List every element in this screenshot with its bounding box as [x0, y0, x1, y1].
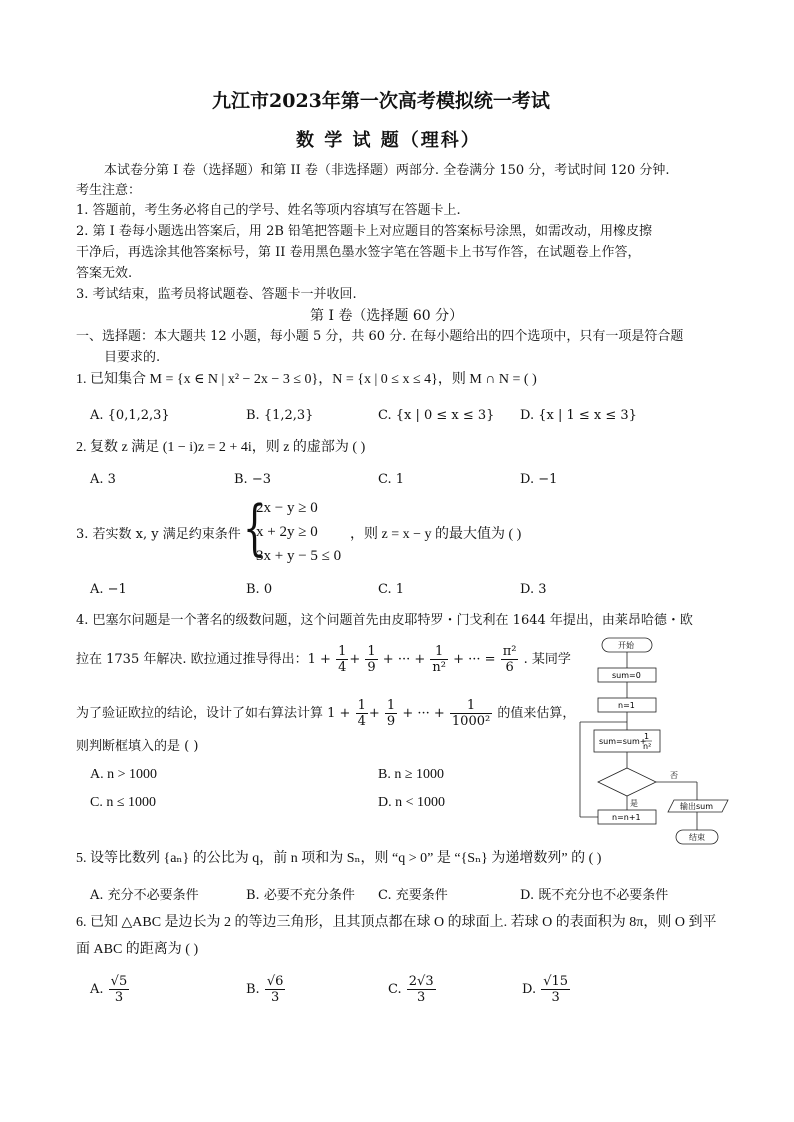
q5-stem: 5. 设等比数列 {aₙ} 的公比为 q，前 n 项和为 Sₙ，则 “q > 0” 是 “{Sₙ} 为递增数列” 的 ( )	[76, 851, 602, 866]
q3-constraint-3: 3x + y − 5 ≤ 0	[256, 548, 342, 564]
q3-option-a: A. −1	[90, 582, 127, 597]
q4-line-3-text-b: + ··· +	[402, 706, 445, 721]
notice-2a: 2. 第 I 卷每小题选出答案后，用 2B 铅笔把答题卡上对应题目的答案标号涂黑，如需改动，用橡皮擦	[76, 224, 653, 239]
q3-option-c: C. 1	[378, 582, 405, 597]
option-letter: B.	[246, 982, 260, 997]
q3-option-b: B. 0	[246, 582, 273, 597]
fraction-num: 1	[338, 644, 347, 659]
q5-option-d: D. 既不充分也不必要条件	[520, 888, 669, 903]
fraction	[450, 698, 492, 729]
q4-option-a: A. n > 1000	[90, 767, 158, 782]
q6-line-1: 6. 已知 △ABC 是边长为 2 的等边三角形，且其顶点都在球 O 的球面上. 若球 O 的表面积为 8π，则 O 到平	[76, 915, 717, 930]
fraction-num: √5	[110, 974, 128, 989]
fraction-num: √6	[266, 974, 284, 989]
q6-line-2: 面 ABC 的距离为 ( )	[76, 942, 199, 957]
q3-lead: 3. 若实数 x, y 满足约束条件	[76, 527, 241, 542]
q6-option-b	[246, 974, 286, 1005]
q4-line-2: 拉在 1735 年解决. 欧拉通过推导得出：1 + $\frac{1}{4}$ + $\frac{1}{9}$ + ··· + $\frac{1}{\text{n²}}$ + ··· = $\frac{\text{π²}}{6}$ . 某同学	[76, 644, 571, 675]
exam-subtitle: 数 学 试 题（理科）	[296, 130, 481, 151]
q3-constraint-2: x + 2y ≥ 0	[256, 524, 318, 540]
fraction-num: √15	[543, 974, 569, 989]
flow-update-den: n²	[643, 742, 652, 751]
q1-option-d: D. {x | 1 ≤ x ≤ 3}	[520, 408, 637, 423]
fraction	[365, 644, 377, 675]
q2-stem: 2. 复数 z 满足 (1 − i)z = 2 + 4i，则 z 的虚部为 ( )	[76, 440, 366, 455]
q3-option-d: D. 3	[520, 582, 547, 597]
fraction-den: 3	[114, 990, 124, 1005]
flow-condition	[598, 768, 656, 796]
q4-option-b: B. n ≥ 1000	[378, 767, 445, 782]
fraction-num: 1	[386, 698, 396, 713]
q4-line-2-text-a: 拉在 1735 年解决. 欧拉通过推导得出：1 +	[76, 652, 331, 667]
q5-option-b: B. 必要不充分条件	[246, 888, 355, 903]
notice-heading: 考生注意：	[76, 183, 142, 198]
q4-line-2-text-d: . 某同学	[523, 652, 571, 667]
fraction-den: 3	[417, 990, 426, 1005]
q4-line-3: 为了验证欧拉的结论，设计了如右算法计算 1 + $\frac{1}{4}$ + $\frac{1}{9}$ + ··· + $\frac{1}{\text{1000²}}$ 的值来估算，	[76, 698, 576, 729]
section-desc-1: 一、选择题：本大题共 12 小题，每小题 5 分，共 60 分. 在每小题给出的四个选项中，只有一项是符合题	[76, 329, 684, 344]
flow-increment-label: n=n+1	[612, 813, 641, 822]
flow-update-num: 1	[644, 732, 650, 741]
section-title: 第 I 卷（选择题 60 分）	[310, 308, 464, 324]
notice-3: 3. 考试结束，监考员将试题卷、答题卡一并收回.	[76, 287, 357, 302]
option-letter: C.	[388, 982, 402, 997]
fraction	[407, 974, 436, 1005]
q4-option-c: C. n ≤ 1000	[90, 795, 157, 810]
fraction-den: 9	[386, 714, 396, 729]
q2-option-a: A. 3	[90, 472, 116, 487]
fraction	[430, 644, 448, 675]
fraction-den: 3	[270, 990, 280, 1005]
q4-line-1: 4. 巴塞尔问题是一个著名的级数问题，这个问题首先由皮耶特罗・门戈利在 1644 年提出，由莱昂哈德・欧	[76, 613, 693, 628]
flow-output-label: 输出sum	[680, 802, 714, 811]
notice-2b: 干净后，再选涂其他答案标号，第 II 卷用黑色墨水签字笔在答题卡上书写作答，在试题卷上作答，	[76, 245, 641, 260]
q6-option-c	[388, 974, 437, 1005]
q4-line-3-text-a: 为了验证欧拉的结论，设计了如右算法计算 1 +	[76, 706, 351, 721]
flow-update-label: sum=sum+	[599, 737, 647, 746]
q4-line-2-text-b: + ··· +	[382, 652, 426, 667]
fraction-den: 4	[357, 714, 366, 729]
q4-line-2-text-c: + ··· =	[453, 652, 496, 667]
fraction-den: 1000²	[451, 714, 491, 729]
q3-tail: ，则 z = x − y 的最大值为 ( )	[350, 527, 522, 542]
q6-option-a	[90, 974, 130, 1005]
notice-1: 1. 答题前，考生务必将自己的学号、姓名等项内容填写在答题卡上.	[76, 203, 461, 218]
fraction	[541, 974, 570, 1005]
q1-option-b: B. {1,2,3}	[246, 408, 314, 423]
fraction-den: 3	[551, 990, 560, 1005]
intro-line: 本试卷分第 I 卷（选择题）和第 II 卷（非选择题）两部分. 全卷满分 150 分，考试时间 120 分钟.	[104, 163, 670, 178]
fraction-den: n²	[432, 660, 446, 675]
flow-n1-label: n=1	[618, 701, 635, 710]
q4-option-d: D. n < 1000	[378, 795, 446, 810]
fraction-num: 1	[430, 644, 448, 660]
q2-option-d: D. −1	[520, 472, 558, 487]
q1-stem: 1. 已知集合 M = {x ∈ N | x² − 2x − 3 ≤ 0}，N = {x | 0 ≤ x ≤ 4}，则 M ∩ N = ( )	[76, 372, 537, 387]
option-letter: A.	[90, 982, 104, 997]
q4-line-4: 则判断框填入的是 ( )	[76, 739, 199, 754]
q2-option-c: C. 1	[378, 472, 405, 487]
flow-yes-label: 是	[630, 799, 638, 808]
q6-option-d	[522, 974, 571, 1005]
q3-constraint-1: 2x − y ≥ 0	[256, 500, 318, 516]
fraction-num: 1	[450, 698, 492, 714]
algorithm-flowchart	[572, 634, 732, 850]
flow-sum0-label: sum=0	[612, 671, 641, 680]
q1-option-c: C. {x | 0 ≤ x ≤ 3}	[378, 408, 495, 423]
notice-2c: 答案无效.	[76, 266, 133, 281]
fraction-num: π²	[502, 644, 517, 659]
flow-start-label: 开始	[618, 641, 634, 650]
fraction	[109, 974, 130, 1005]
exam-title: 九江市2023年第一次高考模拟统一考试	[212, 90, 550, 112]
fraction-den: 6	[505, 660, 514, 675]
fraction-num: 1	[357, 698, 366, 713]
fraction	[356, 698, 368, 729]
fraction-num: 2√3	[408, 974, 434, 989]
q5-option-c: C. 充要条件	[378, 888, 448, 903]
fraction	[385, 698, 397, 729]
fraction-den: 9	[367, 660, 376, 675]
fraction	[265, 974, 286, 1005]
q1-option-a: A. {0,1,2,3}	[90, 408, 170, 423]
flow-end-label: 结束	[689, 833, 705, 842]
section-desc-2: 目要求的.	[104, 350, 161, 365]
fraction	[501, 644, 519, 675]
q2-option-b: B. −3	[234, 472, 271, 487]
flow-no-label: 否	[670, 771, 678, 780]
q4-line-3-text-c: 的值来估算，	[497, 706, 576, 721]
q3-brace: {	[243, 493, 266, 563]
fraction-den: 4	[338, 660, 347, 675]
fraction-num: 1	[367, 644, 376, 659]
q5-option-a: A. 充分不必要条件	[90, 888, 199, 903]
option-letter: D.	[522, 982, 537, 997]
fraction	[336, 644, 348, 675]
